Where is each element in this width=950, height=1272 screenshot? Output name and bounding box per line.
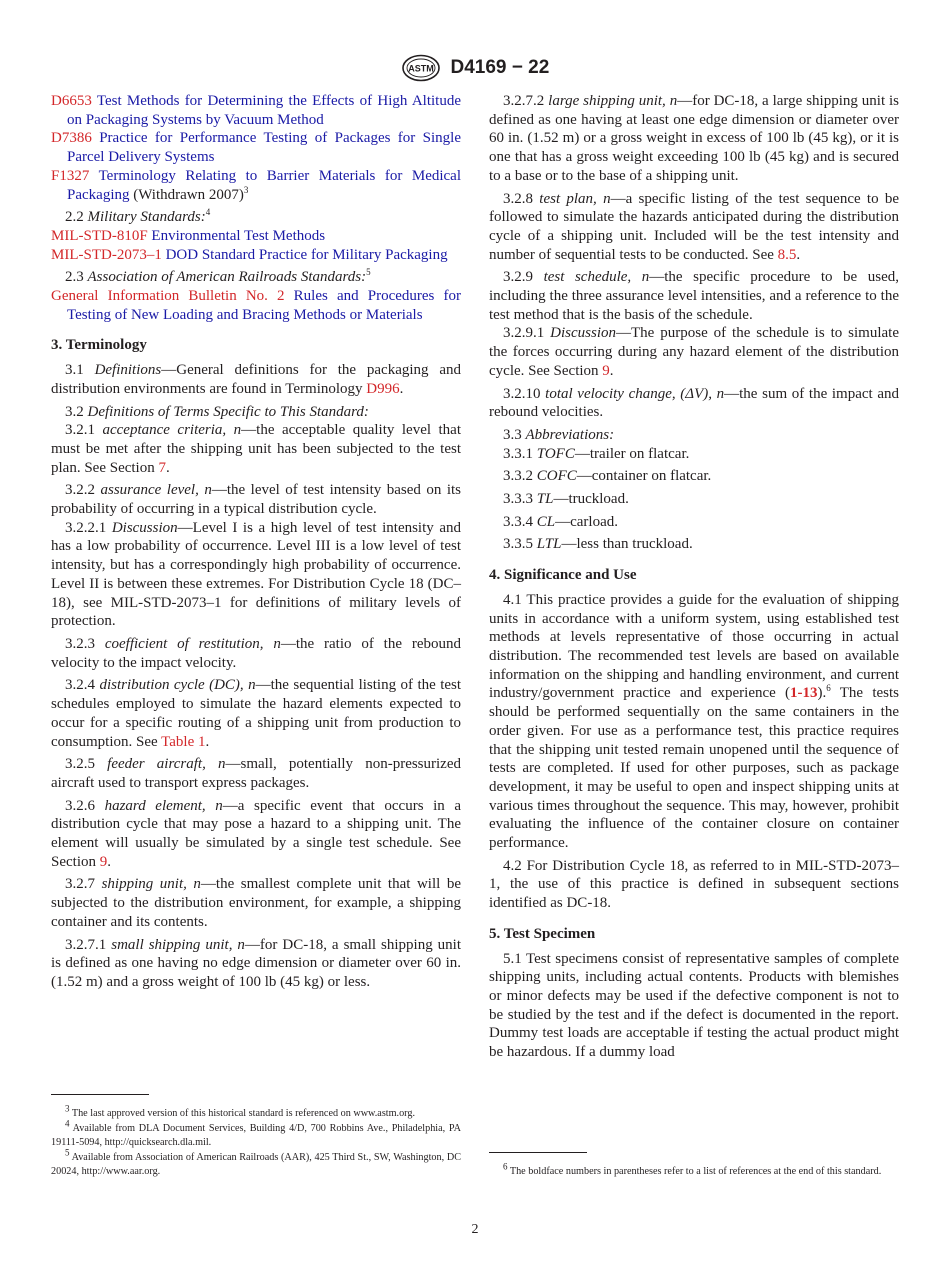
paragraph-5-1: 5.1 Test specimens consist of representative samples of complete shipping units, including actual contents. Products with blemishes or minor defects may be used if the defective component is not to be studied by the test and if the defect is documented in the report. Dummy test loads are acceptable if testing the actual product might be hazardous. If a dummy load: [489, 950, 899, 1061]
reference-mil-810: [51, 227, 461, 246]
term: coefficient of restitution, n: [104, 635, 281, 652]
paragraph-3-2-8: [489, 190, 899, 265]
paragraph-3-2: [51, 403, 461, 422]
para-text: —carload.: [555, 513, 618, 530]
para-end: .: [609, 362, 614, 379]
term: Abbreviations:: [525, 426, 615, 443]
reference-mil-2073: [51, 246, 461, 265]
para-text: —the level of test intensity based on its probability of occurring in a typical distribution cycle.: [51, 482, 462, 518]
para-text: —a specific event that occurs in a distribution cycle that may pose a hazard to a shipping unit. The element will usually be simulated by a single test schedule. See Section: [51, 797, 462, 870]
para-text: 4.1 This practice provides a guide for the evaluation of shipping units in accordance with a uniform system, using established test methods at levels representative of those occurring in actual distribution. The recommended test levels are based on available information on the shipping and handling environment, and current industry/government practice and experience (: [489, 591, 899, 702]
astm-logo-icon: [401, 54, 441, 82]
para-text: The tests should be performed sequentially on the same containers in the order given. For use as a performance test, this practice requires that the shipping unit tested remain unopened until the sequence of tests are completed. If used for other purposes, such as package development, it may be useful to open and inspect shipping units at various times throughout the sequence. This may, however, prohibit evaluating the influence of the container closure on container performance.: [489, 685, 900, 852]
footnote-text: The boldface numbers in parentheses refer to a list of references at the end of this standard.: [507, 1166, 882, 1177]
abbreviation-item: [489, 467, 899, 486]
para-text: —the sum of the impact and rebound velocities.: [489, 385, 899, 421]
footnote: [51, 1103, 461, 1121]
subsection-title: Association of American Railroads Standards:: [87, 269, 367, 286]
para-number: 3.2.10: [503, 385, 546, 402]
footnotes-left: [51, 1094, 461, 1180]
ref-code-link[interactable]: MIL-STD-810F: [51, 227, 148, 244]
ref-title-link[interactable]: Terminology Relating to Barrier Materials for Medical Packaging: [67, 167, 461, 203]
para-text: —container on flatcar.: [576, 468, 712, 485]
right-column: [489, 92, 899, 1066]
cross-ref-link[interactable]: 7: [158, 459, 166, 476]
para-number: 2.3: [65, 269, 88, 286]
term: test plan, n: [539, 190, 611, 207]
ref-title-link[interactable]: Practice for Performance Testing of Packages for Single Parcel Delivery Systems: [67, 130, 461, 166]
ref-title-link[interactable]: Rules and Procedures for Testing of New Loading and Bracing Methods or Materials: [67, 288, 461, 323]
section-heading: 3. Terminology: [51, 337, 147, 354]
para-text: —Level I is a high level of test intensity and has a low probability of occurrence. Level III is a low level of test intensity, but has a correspondingly high probability of occurrence. Level II is between these extremes. For Distribution Cycle 18 (DC–18), see MIL-STD-2073–1 for definitions of military levels of protection.: [51, 519, 461, 630]
paragraph-3-2-4: [51, 676, 461, 751]
para-text: —a specific listing of the test sequence to be followed to simulate the hazards anticipated during the distribution cycle of a shipping unit. Included will be the test intensity and number of sequential tests to be conducted. See: [489, 190, 900, 263]
term: Definitions of Terms Specific to This Standard:: [87, 403, 369, 420]
cross-ref-link[interactable]: Table 1: [161, 733, 206, 750]
footnote-rule: [51, 1094, 149, 1095]
section-heading: 5. Test Specimen: [489, 925, 596, 942]
section-heading: 4. Significance and Use: [489, 567, 637, 584]
term: LTL: [536, 536, 562, 553]
reference-link[interactable]: 1-13: [790, 685, 818, 702]
para-text: —trailer on flatcar.: [574, 445, 690, 462]
cross-ref-link[interactable]: D996: [366, 380, 400, 397]
ref-title-link[interactable]: Environmental Test Methods: [151, 227, 326, 244]
para-number: 3.2.7.1: [65, 936, 112, 953]
footnotes-right: [489, 1152, 899, 1180]
term: feeder aircraft, n: [107, 756, 226, 773]
para-text: —less than truckload.: [561, 536, 693, 553]
para-number: 3.2.7: [65, 876, 102, 893]
paragraph-3-2-5: [51, 755, 461, 792]
page-header: [0, 54, 950, 82]
footnote-number: 5: [65, 1147, 70, 1158]
term: TL: [536, 491, 554, 508]
abbreviation-item: [489, 513, 899, 532]
paragraph-3-2-7-2: [489, 92, 899, 186]
para-number: 3.2: [65, 403, 88, 420]
footnote: [51, 1118, 461, 1150]
ref-title-link[interactable]: Test Methods for Determining the Effects of High Altitude on Packaging Systems by Vacuum Method: [67, 93, 462, 128]
para-text: —truckload.: [553, 491, 629, 508]
left-column: [51, 92, 461, 996]
paragraph-4-1: [489, 591, 899, 853]
standard-designation: D4169 − 22: [450, 56, 550, 78]
cross-ref-link[interactable]: 9: [99, 853, 108, 870]
footnote-rule: [489, 1152, 587, 1153]
footnote-marker: 4: [205, 207, 211, 218]
footnote: [489, 1161, 899, 1179]
abbreviation-item: [489, 535, 899, 554]
paragraph-3-2-9: [489, 268, 899, 324]
term: Definitions: [94, 362, 162, 379]
term: test schedule, n: [543, 269, 650, 286]
subsection-title: Military Standards:: [87, 209, 206, 226]
term: shipping unit, n: [101, 876, 201, 893]
reference-d6653: [51, 92, 461, 129]
reference-d7386: [51, 129, 461, 166]
para-text: ).: [817, 685, 827, 702]
para-text: —General definitions for the packaging and distribution environments are found in Terminology: [51, 362, 461, 397]
para-number: 3.2.4: [65, 677, 100, 694]
term: total velocity change, (ΔV), n: [545, 385, 725, 402]
para-number: 3.2.3: [65, 635, 105, 652]
abbreviation-item: [489, 490, 899, 509]
paragraph-3-1: [51, 361, 461, 398]
para-text: —The purpose of the schedule is to simulate the forces occurring during any hazard element of the distribution cycle. See Section: [489, 325, 900, 379]
para-number: 3.2.7.2: [503, 93, 549, 109]
para-end: .: [165, 459, 170, 476]
para-number: 3.3: [503, 426, 526, 443]
ref-code-link[interactable]: MIL-STD-2073–1: [51, 246, 162, 263]
term: TOFC: [536, 445, 575, 462]
ref-code-link[interactable]: F1327: [51, 167, 90, 184]
para-text: —the sequential listing of the test schedules employed to simulate the hazard elements expected to occur for a specific routing of a shipping unit from production to consumption. See: [51, 677, 462, 750]
para-number: 3.2.9.1: [503, 325, 551, 342]
paragraph-3-3: [489, 426, 899, 445]
term: small shipping unit, n: [111, 936, 245, 953]
para-number: 3.2.9: [503, 269, 544, 286]
para-number: 3.3.1: [503, 445, 537, 462]
paragraph-3-2-1: [51, 421, 461, 477]
footnote-number: 3: [65, 1103, 70, 1114]
para-text: —the specific procedure to be used, including the three assurance level intensities, and a reference to the test method that is the basis of the schedule.: [489, 269, 900, 323]
para-text: —small, potentially non-pressurized aircraft used to transport express packages.: [51, 756, 461, 791]
para-number: 3.2.2: [65, 482, 101, 499]
section-2-2: [51, 208, 461, 227]
paragraph-3-2-7-1: [51, 936, 461, 992]
para-end: .: [399, 380, 404, 397]
footnote-text: Available from DLA Document Services, Building 4/D, 700 Robbins Ave., Philadelphia, PA 19111-5094, http://quicksearch.dla.mil.: [51, 1123, 461, 1148]
reference-gib-2: [51, 287, 461, 324]
ref-title-link[interactable]: DOD Standard Practice for Military Packaging: [165, 246, 448, 263]
ref-code-link[interactable]: D7386: [51, 130, 92, 147]
para-number: 2.2: [65, 209, 88, 226]
cross-ref-link[interactable]: 8.5: [777, 246, 797, 263]
paragraph-3-2-2: [51, 481, 461, 518]
footnote-number: 4: [65, 1118, 70, 1129]
term: Discussion: [550, 325, 617, 342]
reference-f1327: [51, 167, 461, 204]
footnote-number: 6: [503, 1161, 508, 1172]
term: COFC: [536, 468, 577, 485]
para-text: —the smallest complete unit that will be subjected to the distribution environment, for example, a shipping container and its contents.: [51, 876, 462, 930]
ref-code-link[interactable]: D6653: [51, 93, 92, 109]
para-number: 3.2.6: [65, 797, 105, 814]
paragraph-3-2-7: [51, 875, 461, 931]
paragraph-3-2-2-1: [51, 519, 461, 631]
svg-text:ASTM: ASTM: [407, 63, 434, 74]
para-text: —for DC-18, a small shipping unit is defined as one having no edge dimension or diameter over 60 in. (1.52 m) and a gross weight of 100 lb (45 kg) or less.: [51, 936, 462, 990]
para-number: 3.2.8: [503, 190, 540, 207]
para-number: 3.3.3: [503, 491, 537, 508]
footnote-marker: 6: [826, 683, 831, 694]
para-number: 3.2.1: [65, 422, 103, 439]
para-end: .: [796, 246, 801, 263]
ref-code-link[interactable]: General Information Bulletin No. 2: [51, 288, 285, 305]
term: CL: [536, 513, 556, 530]
para-number: 3.3.2: [503, 468, 537, 485]
section-2-3: [51, 268, 461, 287]
footnote-marker: 3: [243, 184, 249, 195]
para-number: 3.1: [65, 362, 95, 379]
paragraph-3-2-6: [51, 797, 461, 872]
para-number: 3.2.2.1: [65, 519, 112, 536]
paragraph-3-2-3: [51, 635, 461, 672]
term: assurance level, n: [100, 482, 212, 499]
cross-ref-link[interactable]: 9: [602, 362, 610, 379]
footnote-marker: 5: [366, 267, 371, 278]
para-number: 3.2.5: [65, 756, 108, 773]
para-text: —the ratio of the rebound velocity to the impact velocity.: [51, 635, 461, 671]
para-number: 3.3.5: [503, 536, 537, 553]
term: acceptance criteria, n: [102, 422, 242, 439]
paragraph-3-2-9-1: [489, 324, 899, 380]
para-number: 3.3.4: [503, 513, 537, 530]
paragraph-4-2: 4.2 For Distribution Cycle 18, as referred to in MIL-STD-2073–1, the use of this practice is defined in subsequent sections identified as DC-18.: [489, 857, 899, 912]
para-end: .: [205, 733, 210, 750]
footnote-text: Available from Association of American Railroads (AAR), 425 Third St., SW, Washington, DC 20024, http://www.aar.org.: [51, 1152, 461, 1177]
para-end: .: [107, 853, 111, 870]
term: hazard element, n: [104, 797, 223, 814]
para-text: —for DC-18, a large shipping unit is defined as one having at least one edge dimension or diameter over 60 in. (1.52 m) or a gross weight in excess of 100 lb (45 kg), or it is one that has a gross weight exceeding 100 lb (45 kg) and is secured to a base or to the base of a shipping unit.: [489, 93, 900, 184]
term: Discussion: [111, 519, 178, 536]
page-number: 2: [471, 1222, 479, 1237]
term: large shipping unit, n: [548, 93, 678, 109]
footnote: [51, 1147, 461, 1179]
footnote-text: The last approved version of this historical standard is referenced on www.astm.org.: [69, 1108, 416, 1119]
paragraph-3-2-10: [489, 385, 899, 422]
abbreviation-item: [489, 445, 899, 464]
ref-note: (Withdrawn 2007): [129, 186, 244, 203]
para-text: —the acceptable quality level that must be met after the shipping unit has been subjected to the test plan. See Section: [51, 422, 461, 476]
term: distribution cycle (DC), n: [99, 677, 256, 694]
